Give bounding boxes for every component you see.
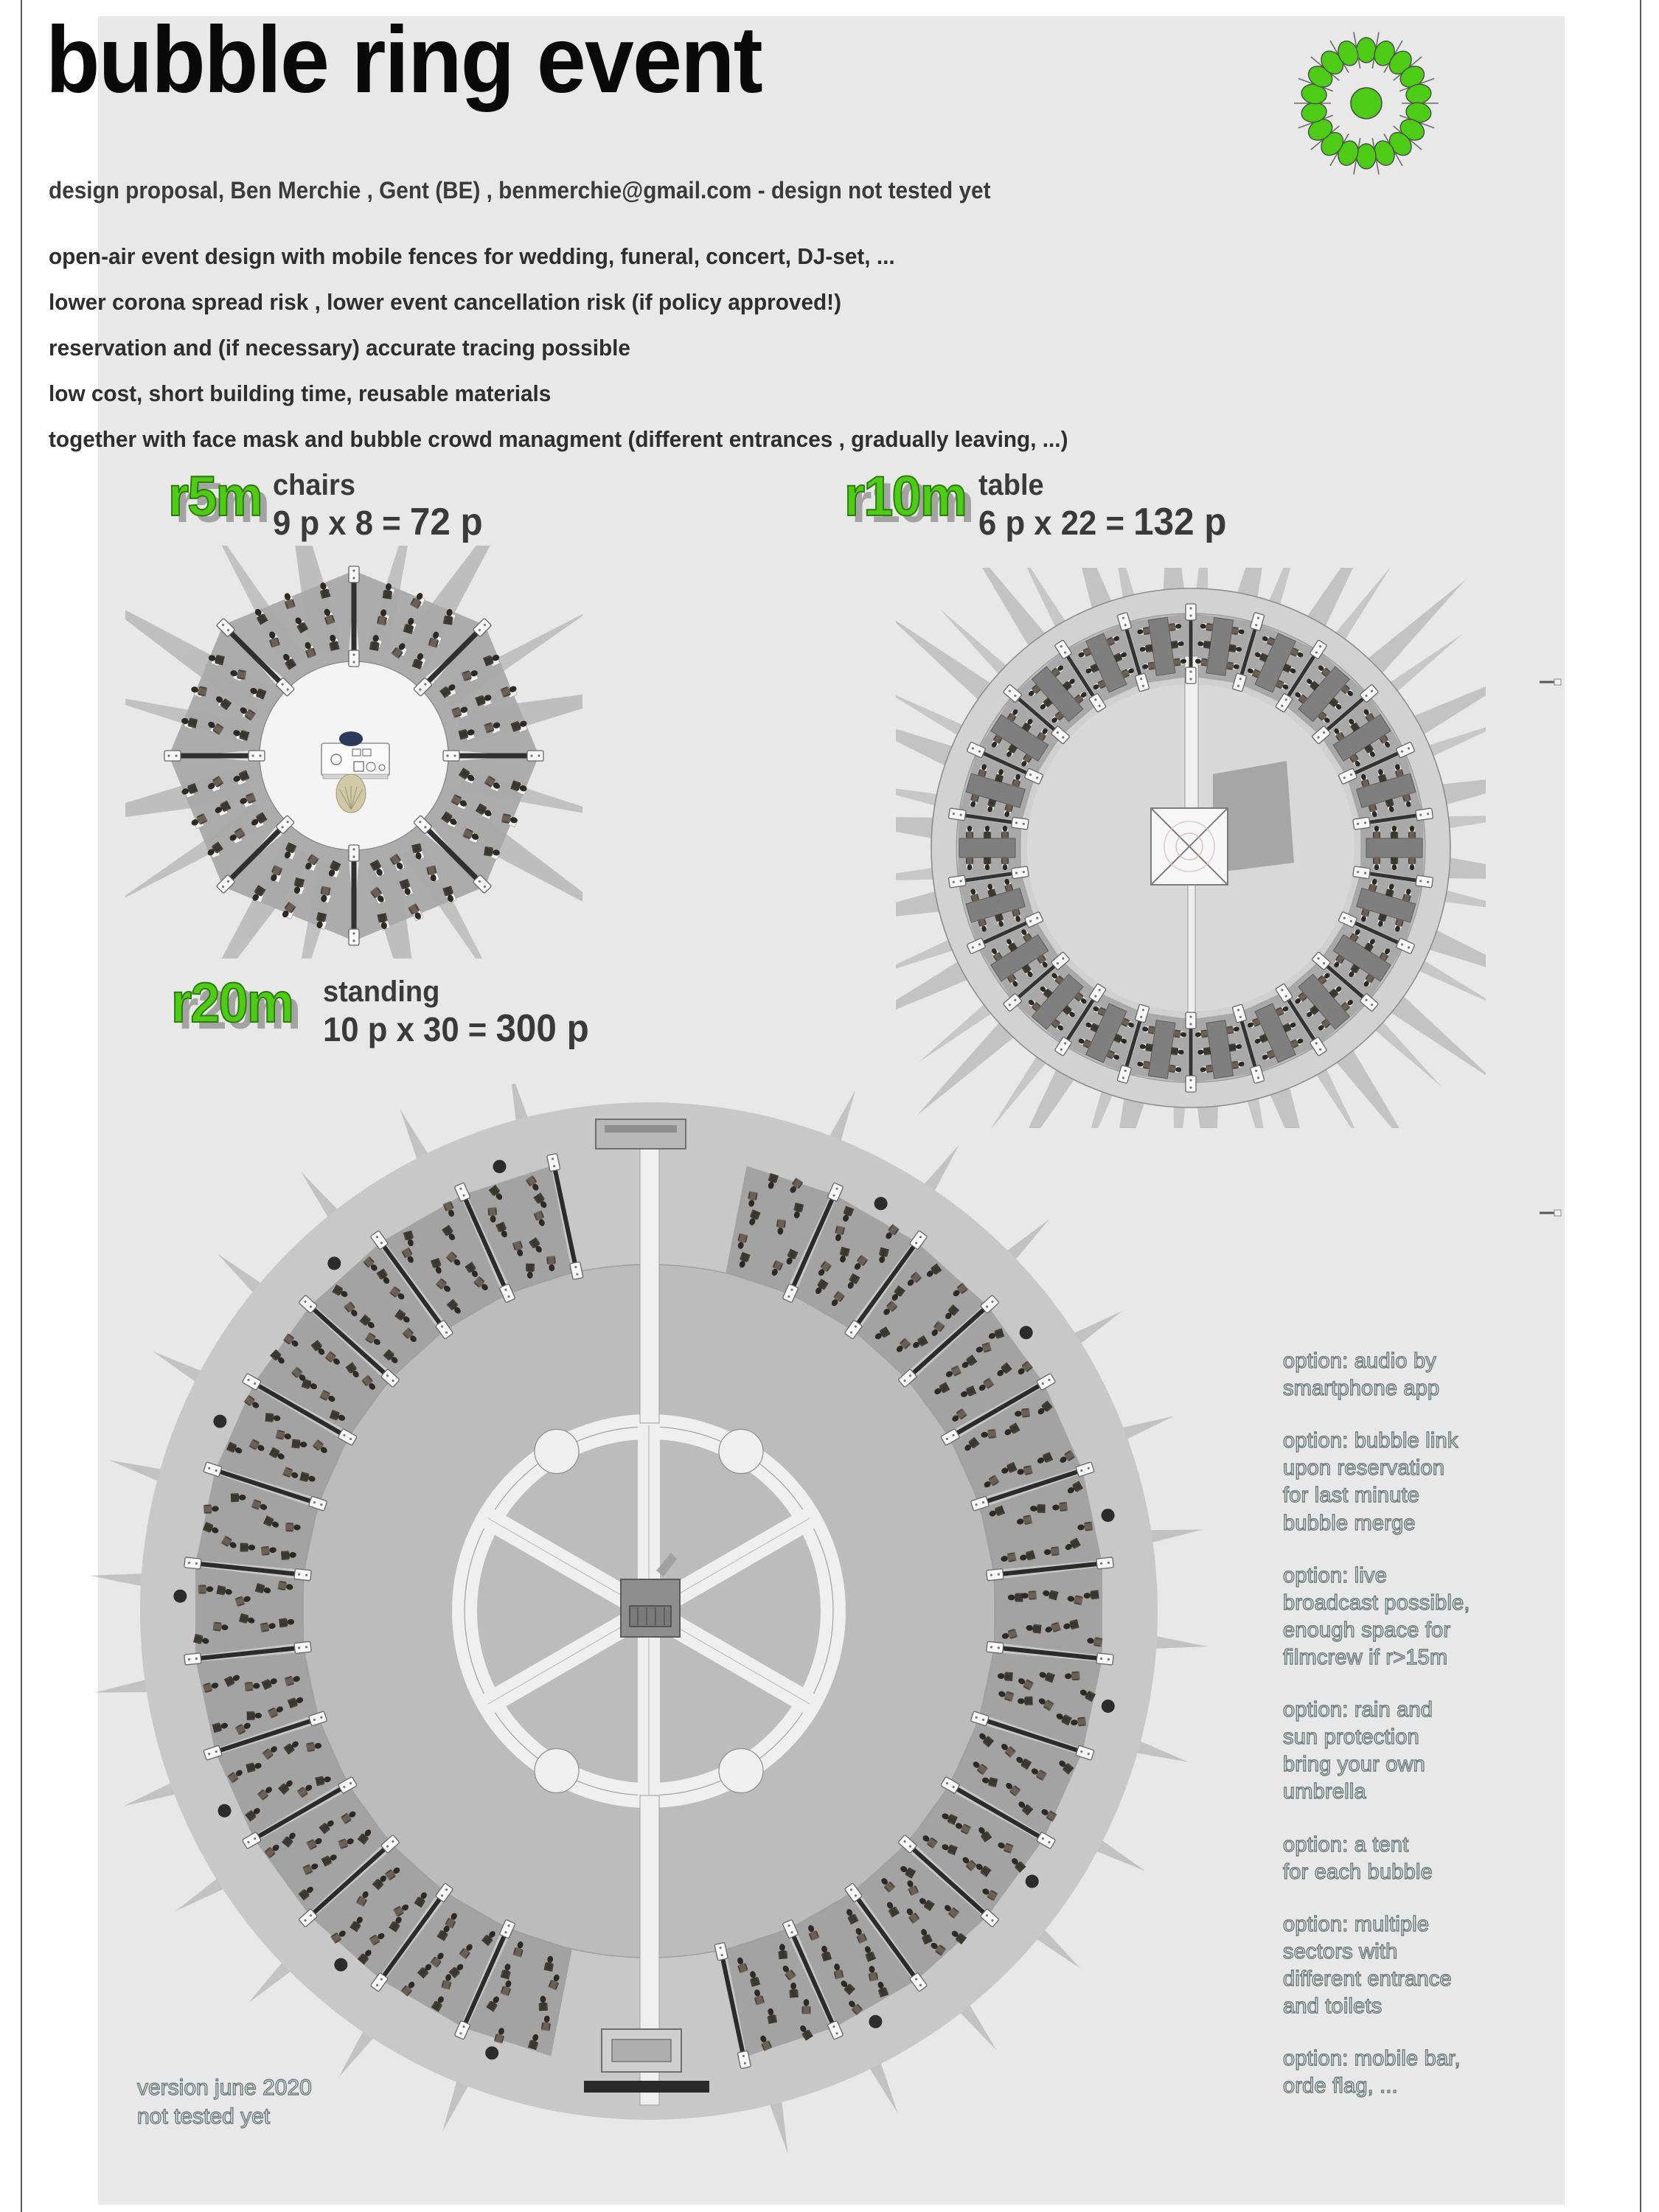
- intro-line: low cost, short building time, reusable materials: [49, 380, 552, 406]
- stray-fence-icon: [1538, 677, 1563, 691]
- radius-label-r20m: r20m: [171, 972, 293, 1034]
- diagram-r5m-chairs: [125, 546, 582, 959]
- option-line: bubble merge: [1283, 1511, 1416, 1535]
- option-line: upon reservation: [1283, 1456, 1445, 1481]
- option-line: filmcrew if r>15m: [1283, 1645, 1448, 1669]
- option-line: option: rain and: [1283, 1698, 1433, 1722]
- option-line: broadcast possible,: [1283, 1590, 1470, 1615]
- byline: design proposal, Ben Merchie , Gent (BE) , benmerchie@gmail.com - design not tested yet: [49, 177, 991, 204]
- option-item: [1283, 1427, 1578, 1537]
- option-line: smartphone app: [1283, 1377, 1440, 1401]
- stray-fence-icon: [1538, 1208, 1563, 1222]
- section-calc-r20m: [323, 1009, 589, 1048]
- radius-label-r5m: r5m: [168, 465, 262, 528]
- option-line: bring your own: [1283, 1753, 1426, 1777]
- calc-prefix: 10 p x 30 =: [323, 1010, 496, 1048]
- option-line: orde flag, ...: [1283, 2074, 1398, 2098]
- section-calc-r5m: [273, 503, 483, 541]
- option-line: enough space for: [1283, 1618, 1451, 1642]
- option-item: [1283, 1697, 1578, 1806]
- option-item: [1283, 1832, 1578, 1886]
- option-line: option: live: [1283, 1563, 1388, 1587]
- option-line: umbrella: [1283, 1780, 1366, 1804]
- option-line: sun protection: [1283, 1725, 1419, 1750]
- section-heading-r10m: [844, 465, 1239, 543]
- options-list: [1283, 1348, 1578, 2125]
- section-kind-r5m: chairs: [272, 469, 355, 501]
- option-line: for last minute: [1283, 1484, 1420, 1508]
- page-title: bubble ring event: [46, 7, 762, 113]
- bubble-ring-logo-icon: [1289, 26, 1444, 181]
- intro-line: open-air event design with mobile fences for wedding, funeral, concert, DJ-set, ...: [49, 243, 895, 269]
- option-line: sectors with: [1283, 1939, 1398, 1964]
- intro-paragraph: [49, 243, 1302, 472]
- document-right-rule: [1640, 0, 1641, 2212]
- diagram-r10m-table: [896, 568, 1486, 1128]
- intro-line: reservation and (if necessary) accurate tracing possible: [49, 335, 630, 361]
- option-line: and toilets: [1283, 1994, 1382, 2019]
- option-line: option: a tent: [1283, 1832, 1409, 1857]
- calc-total: 300 p: [495, 1007, 589, 1050]
- calc-prefix: 6 p x 22 =: [978, 504, 1134, 542]
- section-calc-r10m: [978, 503, 1226, 541]
- option-line: different entrance: [1283, 1966, 1452, 1991]
- section-heading-r20m: [171, 972, 603, 1050]
- radius-label-r10m: r10m: [844, 465, 967, 528]
- section-kind-r20m: standing: [323, 975, 440, 1008]
- section-kind-r10m: table: [978, 469, 1044, 501]
- calc-total: 72 p: [409, 501, 483, 543]
- calc-prefix: 9 p x 8 =: [272, 504, 410, 542]
- version-line: version june 2020: [137, 2076, 312, 2100]
- intro-line: lower corona spread risk , lower event cancellation risk (if policy approved!): [49, 289, 842, 315]
- option-line: for each bubble: [1283, 1860, 1433, 1884]
- version-line: not tested yet: [137, 2104, 271, 2129]
- calc-total: 132 p: [1133, 501, 1227, 543]
- option-line: option: bubble link: [1283, 1429, 1458, 1453]
- document-left-rule: [21, 0, 22, 2212]
- option-item: [1283, 1562, 1578, 1672]
- option-item: [1283, 1348, 1578, 1402]
- option-line: option: audio by: [1283, 1349, 1436, 1373]
- option-item: [1283, 1911, 1578, 2020]
- option-line: option: multiple: [1283, 1912, 1430, 1936]
- option-item: [1283, 2045, 1578, 2100]
- section-heading-r5m: [168, 465, 494, 543]
- diagram-r20m-standing: [88, 1084, 1239, 2153]
- intro-line: together with face mask and bubble crowd managment (different entrances , gradually leaving, ...): [49, 426, 1068, 452]
- option-line: option: mobile bar,: [1283, 2047, 1461, 2071]
- version-note: [137, 2073, 312, 2131]
